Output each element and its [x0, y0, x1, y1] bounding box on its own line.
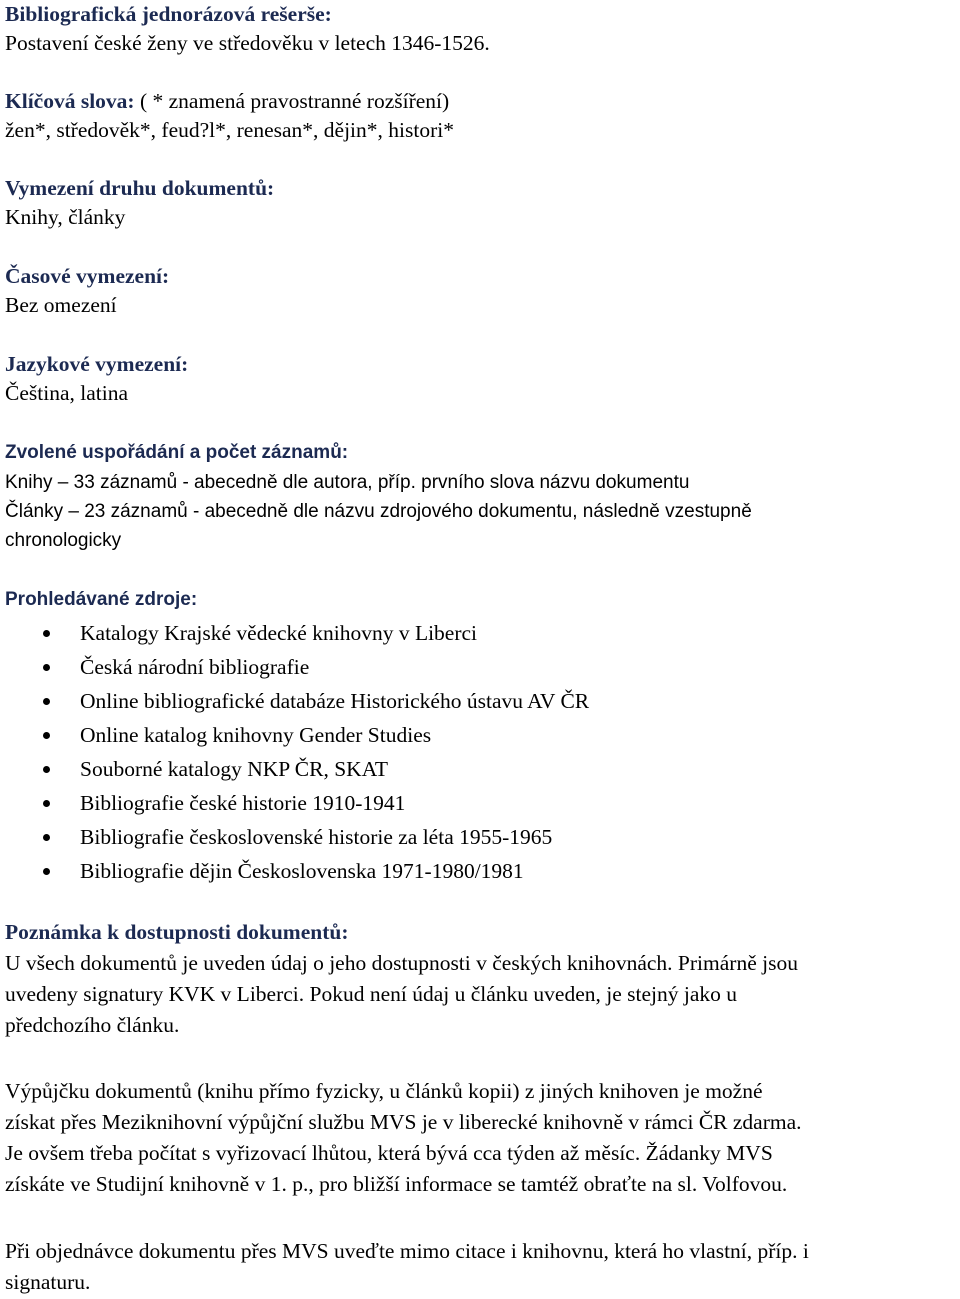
keywords-section [5, 87, 957, 145]
bullet-icon [43, 664, 50, 671]
availability-p1-line: předchozího článku. [5, 1013, 180, 1037]
languages-value: Čeština, latina [5, 381, 128, 405]
availability-p2-line: Výpůjčku dokumentů (knihu přímo fyzicky, u článků kopii) z jiných knihoven je možné [5, 1079, 763, 1103]
arrangement-heading: Zvolené uspořádání a počet záznamů: [5, 442, 349, 463]
bullet-icon [43, 732, 50, 739]
bullet-icon [43, 630, 50, 637]
availability-p2-line: získat přes Meziknihovní výpůjční službu MVS je v liberecké knihovně v rámci ČR zdarma. [5, 1110, 802, 1134]
arrangement-section [5, 438, 957, 555]
availability-p1-line: uvedeny signatury KVK v Liberci. Pokud není údaj u článku uveden, je stejný jako u [5, 982, 738, 1006]
bullet-icon [43, 766, 50, 773]
sources-section [5, 585, 957, 888]
list-item: Online katalog knihovny Gender Studies [5, 718, 957, 752]
bullet-icon [43, 834, 50, 841]
doc-types-heading: Vymezení druhu dokumentů: [5, 176, 275, 200]
list-item: Bibliografie české historie 1910-1941 [5, 786, 957, 820]
list-item: Česká národní bibliografie [5, 650, 957, 684]
availability-p2-line: Je ovšem třeba počítat s vyřizovací lhůtou, která bývá cca týden až měsíc. Žádanky MVS [5, 1141, 773, 1165]
bullet-icon [43, 698, 50, 705]
availability-heading: Poznámka k dostupnosti dokumentů: [5, 920, 349, 944]
arrangement-books-rest: prvního slova názvu dokumentu [415, 472, 690, 493]
document-heading: Bibliografická jednorázová rešerše: [5, 2, 332, 26]
availability-paragraph-2 [5, 1076, 957, 1200]
availability-p2-line: získáte ve Studijní knihovně v 1. p., pro bližší informace se tamtéž obraťte na sl. Volfovou. [5, 1172, 788, 1196]
doc-types-value: Knihy, články [5, 205, 126, 229]
languages-section [5, 350, 957, 408]
availability-paragraph-3 [5, 1236, 957, 1298]
list-item: Online bibliografické databáze Historického ústavu AV ČR [5, 684, 957, 718]
time-range-section [5, 262, 957, 320]
list-item: Katalogy Krajské vědecké knihovny v Liberci [5, 616, 957, 650]
availability-p3-line: signaturu. [5, 1270, 91, 1294]
doc-types-section [5, 174, 957, 232]
list-item: Bibliografie dějin Československa 1971-1980/1981 [5, 854, 957, 888]
list-item: Bibliografie československé historie za léta 1955-1965 [5, 820, 957, 854]
keywords-note: ( * znamená pravostranné rozšíření) [134, 89, 450, 113]
title-block [5, 0, 957, 58]
availability-p3-line: Při objednávce dokumentu přes MVS uveďte mimo citace i knihovnu, která ho vlastní, příp. i [5, 1239, 809, 1263]
time-range-heading: Časové vymezení: [5, 264, 170, 288]
time-range-value: Bez omezení [5, 293, 117, 317]
keywords-value: žen*, středověk*, feud?l*, renesan*, dějin*, histori* [5, 118, 454, 142]
availability-section [5, 917, 957, 1041]
document-subtitle: Postavení české ženy ve středověku v letech 1346-1526. [5, 31, 490, 55]
languages-heading: Jazykové vymezení: [5, 352, 189, 376]
keywords-heading: Klíčová slova: [5, 89, 135, 113]
sources-list [5, 616, 957, 888]
bullet-icon [43, 800, 50, 807]
arrangement-books-sans: Knihy – 33 záznamů - abecedně dle autora, příp. [5, 472, 416, 493]
bullet-icon [43, 868, 50, 875]
arrangement-articles: Články – 23 záznamů - abecedně dle názvu zdrojového dokumentu, následně vzestupně [5, 501, 752, 522]
sources-heading: Prohledávané zdroje: [5, 589, 198, 610]
list-item: Souborné katalogy NKP ČR, SKAT [5, 752, 957, 786]
arrangement-articles-cont: chronologicky [5, 530, 122, 551]
availability-p1-line: U všech dokumentů je uveden údaj o jeho dostupnosti v českých knihovnách. Primárně jsou [5, 951, 798, 975]
